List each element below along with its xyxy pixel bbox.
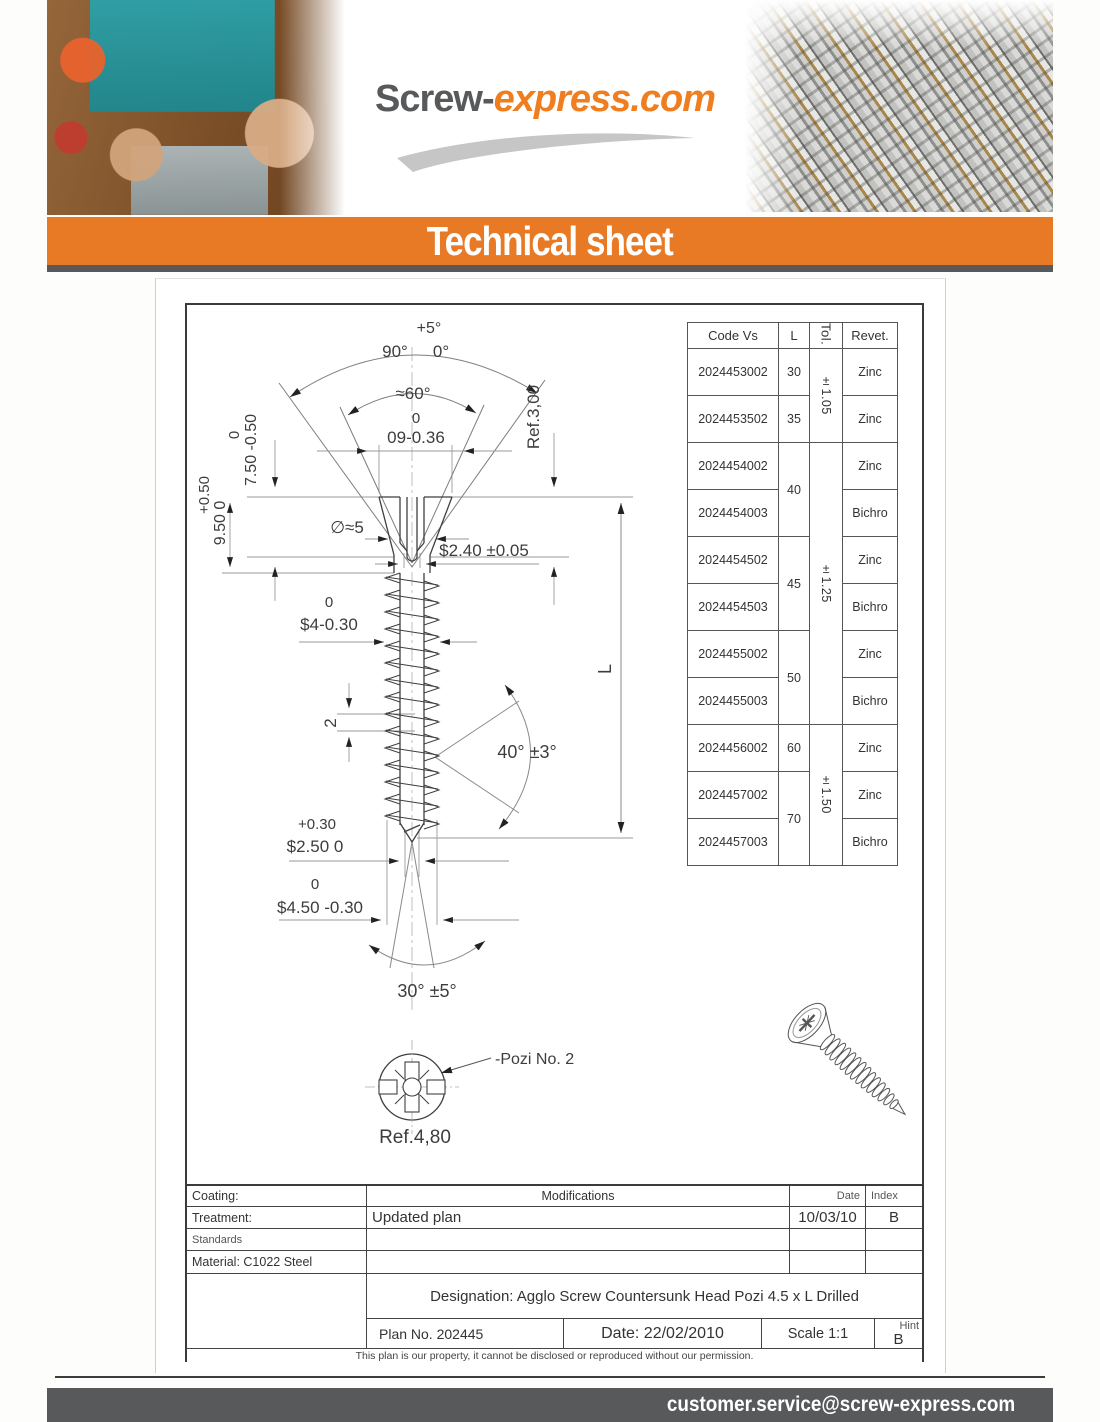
code-cell: 2024454003: [688, 490, 779, 537]
dim-ref-head: Ref.3,00: [524, 384, 543, 450]
hint-cell: [875, 1319, 922, 1349]
table-row: [688, 537, 898, 584]
code-cell: 2024454503: [688, 584, 779, 631]
empty-cell: [367, 1229, 790, 1251]
dim-root: $4-0.30: [300, 615, 358, 634]
dim-height-sup: +0.50: [196, 476, 213, 514]
coating-label: Coating:: [187, 1186, 367, 1207]
title-block: [187, 1184, 922, 1362]
revet-cell: Bichro: [843, 490, 898, 537]
logo-area: [345, 0, 745, 215]
col-header-revet: Revet.: [843, 323, 898, 349]
empty-cell: [866, 1251, 922, 1274]
dim-neck-dia: ∅≈5: [330, 518, 364, 537]
customer-service-email: customer.service@screw-express.com: [666, 1393, 1016, 1416]
col-header-tol: Tol.: [810, 323, 843, 349]
l-cell: 35: [779, 396, 810, 443]
banner-underline: [47, 265, 1053, 272]
l-cell: 60: [779, 725, 810, 772]
code-cell: 2024455002: [688, 631, 779, 678]
screws-pile-photo: [745, 0, 1053, 212]
index-header: Index: [866, 1186, 922, 1207]
disclaimer: This plan is our property, it cannot be disclosed or reproduced without our permission.: [355, 1349, 754, 1362]
standards-label: Standards: [187, 1229, 367, 1251]
pozi-detail: [365, 1040, 574, 1148]
code-cell: 2024455003: [688, 678, 779, 725]
date-header: Date: [790, 1186, 866, 1207]
l-cell: 70: [779, 772, 810, 866]
dim-head-angle-low: 0°: [432, 342, 450, 361]
material-label: Material: C1022 Steel: [187, 1251, 367, 1274]
code-cell: 2024454002: [688, 443, 779, 490]
pozi-callout: -Pozi No. 2: [495, 1051, 575, 1068]
dim-head-dia-sup: 0: [411, 410, 421, 427]
workbench-photo: [47, 0, 345, 215]
revet-cell: Zinc: [843, 772, 898, 819]
table-header-row: [688, 323, 898, 349]
l-cell: 45: [779, 537, 810, 631]
table-row: [688, 725, 898, 772]
dim-pitch: 2: [321, 718, 340, 728]
code-cell: 2024453002: [688, 349, 779, 396]
revision-index: B: [866, 1207, 922, 1229]
tol-cell: ±1.50: [810, 725, 843, 866]
modification-entry: Updated plan: [367, 1207, 790, 1229]
dim-depth-sup: 0: [226, 430, 243, 440]
modifications-header: Modifications: [367, 1186, 790, 1207]
empty-cell: [790, 1229, 866, 1251]
treatment-label: Treatment:: [187, 1207, 367, 1229]
revet-cell: Bichro: [843, 678, 898, 725]
dim-recess-angle: ≈60°: [395, 384, 431, 403]
code-cell: 2024457003: [688, 819, 779, 866]
designation: Designation: Agglo Screw Countersunk Head Pozi 4.5 x L Drilled: [367, 1274, 922, 1319]
brand-logo: [345, 78, 745, 121]
dim-head-dia: 09-0.36: [387, 428, 445, 447]
revet-cell: Bichro: [843, 584, 898, 631]
dim-head-angle-tol: +5°: [416, 320, 442, 337]
banner: [47, 217, 1053, 265]
scale: Scale 1:1: [762, 1319, 875, 1349]
revet-cell: Bichro: [843, 819, 898, 866]
tol-cell: ±1.25: [810, 443, 843, 725]
empty-cell: [866, 1229, 922, 1251]
empty-cell: [187, 1274, 367, 1349]
hint-label: Hint: [899, 1319, 919, 1332]
footer-bar: [47, 1388, 1053, 1422]
col-header-code: Code Vs: [688, 323, 779, 349]
tol-cell: ±1.05: [810, 349, 843, 443]
code-cell: 2024453502: [688, 396, 779, 443]
dim-head-angle: 90°: [382, 342, 408, 361]
logo-swoosh: [393, 128, 703, 174]
screw-3d-illustration: [781, 997, 921, 1132]
empty-cell: [367, 1251, 790, 1274]
revet-cell: Zinc: [843, 537, 898, 584]
revet-cell: Zinc: [843, 725, 898, 772]
col-header-l: L: [779, 323, 810, 349]
footer-divider: [55, 1376, 1045, 1378]
dim-thread-angle: 40° ±3°: [497, 742, 557, 762]
banner-title: Technical sheet: [426, 218, 674, 264]
code-cell: 2024456002: [688, 725, 779, 772]
logo-text-orange: express.com: [493, 78, 715, 120]
code-cell: 2024457002: [688, 772, 779, 819]
table-row: [688, 631, 898, 678]
table-row: [688, 772, 898, 819]
dim-length: L: [595, 663, 615, 675]
l-cell: 30: [779, 349, 810, 396]
dim-root-sup: 0: [324, 594, 334, 611]
table-row: [688, 443, 898, 490]
dim-crest: $4.50 -0.30: [276, 898, 364, 917]
hint-value: B: [893, 1330, 904, 1348]
revet-cell: Zinc: [843, 443, 898, 490]
dim-crest-sup: 0: [310, 876, 320, 893]
size-code-table: [687, 322, 898, 866]
dim-pilot-sup: +0.30: [298, 816, 336, 833]
l-cell: 40: [779, 443, 810, 537]
dim-depth: 7.50 -0.50: [243, 413, 260, 487]
pozi-ref: Ref.4,80: [379, 1127, 451, 1148]
table-row: [688, 396, 898, 443]
plan-date: Date: 22/02/2010: [564, 1319, 762, 1349]
plan-no: Plan No. 202445: [367, 1319, 564, 1349]
logo-text-gray: Screw-: [375, 78, 494, 120]
table-row: [688, 349, 898, 396]
drawing-frame: [185, 303, 924, 1362]
dim-point-angle: 30° ±5°: [397, 981, 457, 1001]
revision-date: 10/03/10: [790, 1207, 866, 1229]
revet-cell: Zinc: [843, 349, 898, 396]
code-cell: 2024454502: [688, 537, 779, 584]
dim-height: 9.50 0: [212, 500, 229, 546]
dim-pilot: $2.50 0: [286, 837, 344, 856]
dim-recess-width: $2.40 ±0.05: [439, 541, 529, 560]
revet-cell: Zinc: [843, 396, 898, 443]
l-cell: 50: [779, 631, 810, 725]
empty-cell: [790, 1251, 866, 1274]
revet-cell: Zinc: [843, 631, 898, 678]
